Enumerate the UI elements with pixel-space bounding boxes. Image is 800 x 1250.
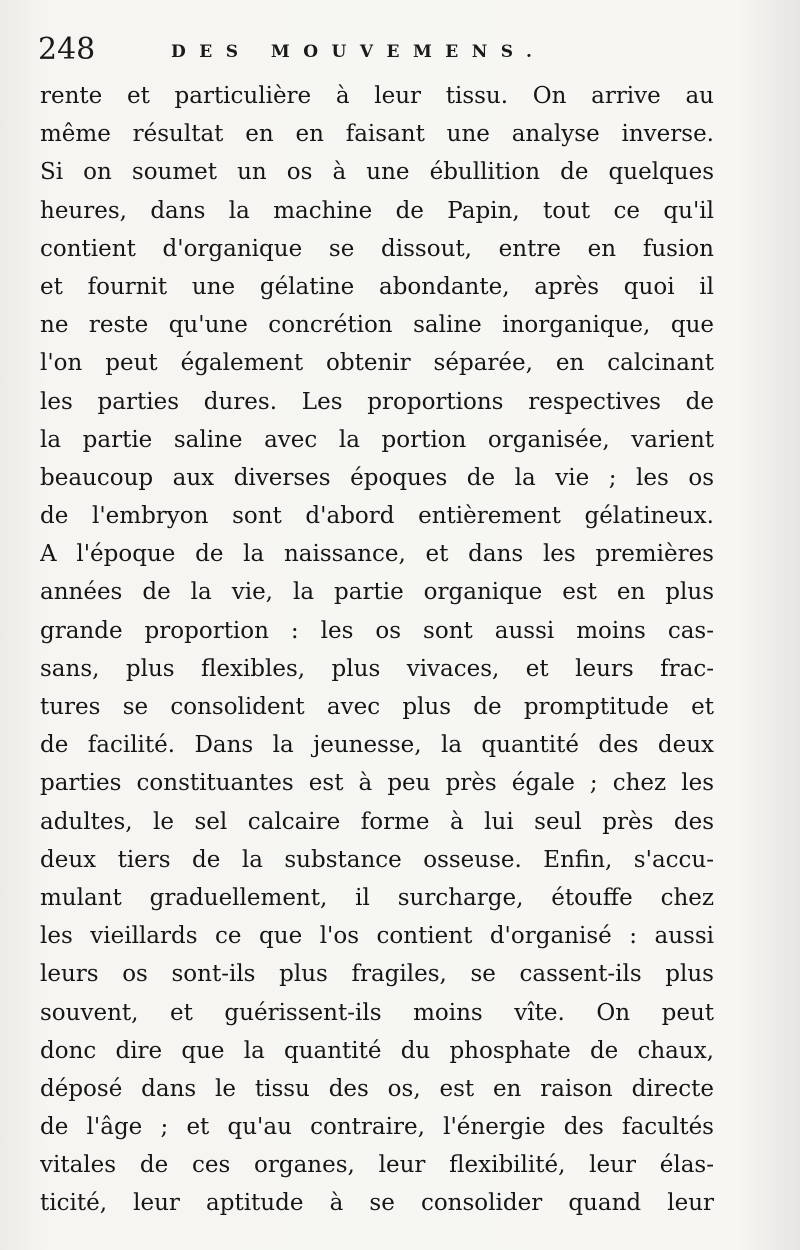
text-line: vitales de ces organes, leur flexibilité, leur élas- [40, 1152, 714, 1179]
text-line: les parties dures. Les proportions respectives de [40, 388, 714, 415]
text-line: donc dire que la quantité du phosphate de chaux, [40, 1037, 714, 1064]
body-text [40, 77, 714, 1223]
text-line: parties constituantes est à peu près égale ; chez les [40, 770, 714, 797]
text-line: grande proportion : les os sont aussi moins cas- [40, 617, 714, 644]
text-line: deux tiers de la substance osseuse. Enfin, s'accu- [40, 846, 714, 873]
text-line: rente et particulière à leur tissu. On arrive au [40, 83, 714, 109]
text-line: années de la vie, la partie organique est en plus [40, 579, 714, 606]
text-line: ne reste qu'une concrétion saline inorganique, que [40, 312, 714, 339]
text-line: de l'embryon sont d'abord entièrement gélatineux. [40, 503, 714, 530]
text-line: contient d'organique se dissout, entre en fusion [40, 235, 714, 262]
text-line: adultes, le sel calcaire forme à lui seul près des [40, 808, 714, 835]
text-line: et fournit une gélatine abondante, après quoi il [40, 273, 714, 300]
text-line: Si on soumet un os à une ébullition de quelques [40, 159, 714, 186]
text-line: de l'âge ; et qu'au contraire, l'énergie des facultés [40, 1114, 714, 1141]
text-line: de facilité. Dans la jeunesse, la quantité des deux [40, 732, 714, 759]
page-number: 248 [38, 32, 96, 67]
page-header [38, 32, 758, 72]
text-line: les vieillards ce que l'os contient d'organisé : aussi [40, 923, 714, 950]
text-line: la partie saline avec la portion organisée, varient [40, 426, 714, 453]
text-line: souvent, et guérissent-ils moins vîte. On peut [40, 999, 714, 1026]
text-line: l'on peut également obtenir séparée, en calcinant [40, 350, 714, 377]
text-line: heures, dans la machine de Papin, tout ce qu'il [40, 197, 714, 224]
text-line: ticité, leur aptitude à se consolider quand leur [40, 1190, 714, 1217]
text-line: tures se consolident avec plus de promptitude et [40, 694, 714, 720]
text-line: beaucoup aux diverses époques de la vie ; les os [40, 464, 714, 491]
text-line: leurs os sont-ils plus fragiles, se cassent-ils plus [40, 961, 714, 988]
text-line: même résultat en en faisant une analyse inverse. [40, 121, 714, 148]
text-line: mulant graduellement, il surcharge, étouffe chez [40, 884, 714, 911]
text-line: sans, plus flexibles, plus vivaces, et leurs frac- [40, 655, 714, 682]
running-head: DES MOUVEMENS. [171, 42, 546, 62]
text-line: déposé dans le tissu des os, est en raison directe [40, 1075, 714, 1102]
text-line: A l'époque de la naissance, et dans les premières [40, 541, 714, 568]
